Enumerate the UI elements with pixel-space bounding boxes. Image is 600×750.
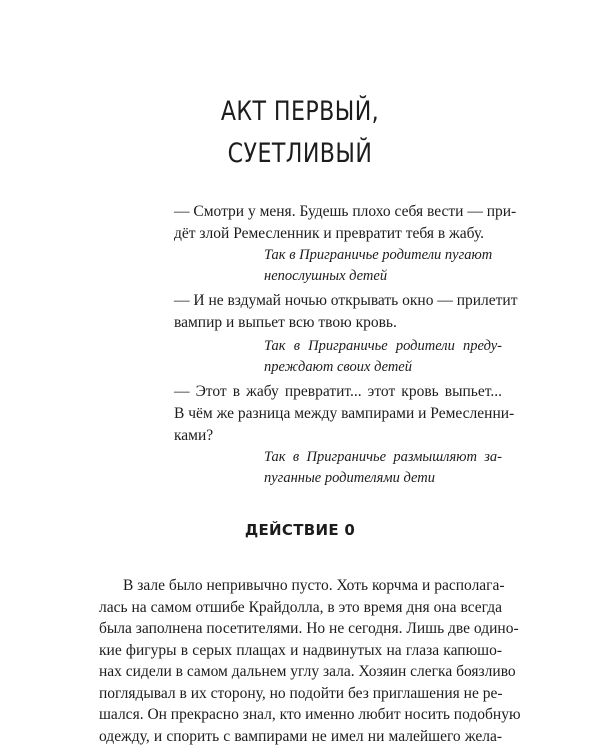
body-line: нах сидели в самом дальнем углу зала. Хозяин слегка боязливо (99, 663, 516, 680)
section-heading: ДЕЙСТВИЕ 0 (244, 521, 356, 539)
body-line: лась на самом отшибе Крайдолла, в это время дня она всегда (99, 598, 502, 616)
epigraph-quote-2 (174, 290, 518, 334)
epigraph-attribution-2 (264, 336, 502, 378)
attribution-line: Так в Приграничье родители преду- (264, 338, 502, 354)
body-line: поглядывал в их сторону, но подойти без приглашения не ре- (99, 684, 503, 702)
body-line: одежду, и спорить с вампирами не имел ни малейшего жела- (99, 727, 502, 745)
body-line: кие фигуры в серых плащах и надвинутых на глаза капюшо- (99, 641, 502, 659)
epigraph-attribution-3 (264, 447, 502, 489)
attribution-line: Так в Приграничье родители пугают (264, 247, 493, 263)
body-line: В зале было непривычно пусто. Хоть корчма и располага- (123, 577, 505, 594)
attribution-line: непослушных детей (264, 268, 388, 284)
act-title-line-2: СУЕТЛИВЫЙ (227, 138, 373, 169)
epigraph-quote-line: ками? (174, 427, 214, 444)
act-title-line-1: АКТ ПЕРВЫЙ, (220, 96, 380, 127)
epigraph-quote-line: — Этот в жабу превратит... этот кровь выпьет... (174, 383, 502, 400)
attribution-line: пуганные родителями дети (264, 470, 435, 486)
epigraph-quote-line: дёт злой Ремесленник и превратит тебя в жабу. (174, 225, 485, 242)
epigraph-quote-line: — И не вздумай ночью открывать окно — прилетит (174, 292, 518, 309)
epigraph-quote-3 (174, 381, 515, 447)
body-line: была заполнена посетителями. Но не сегодня. Лишь две одино- (99, 620, 519, 637)
epigraph-quote-1 (174, 201, 517, 245)
body-line: шался. Он прекрасно знал, кто именно любит носить подобную (99, 706, 521, 723)
body-paragraph (99, 575, 521, 747)
attribution-line: преждают своих детей (264, 359, 412, 375)
epigraph-quote-line: — Смотри у меня. Будешь плохо себя вести — при- (174, 203, 517, 220)
attribution-line: Так в Приграничье размышляют за- (264, 449, 502, 465)
epigraph-attribution-1 (264, 245, 502, 287)
epigraph-quote-line: В чём же разница между вампирами и Ремесленни- (174, 405, 515, 422)
epigraph-quote-line: вампир и выпьет всю твою кровь. (174, 314, 397, 331)
